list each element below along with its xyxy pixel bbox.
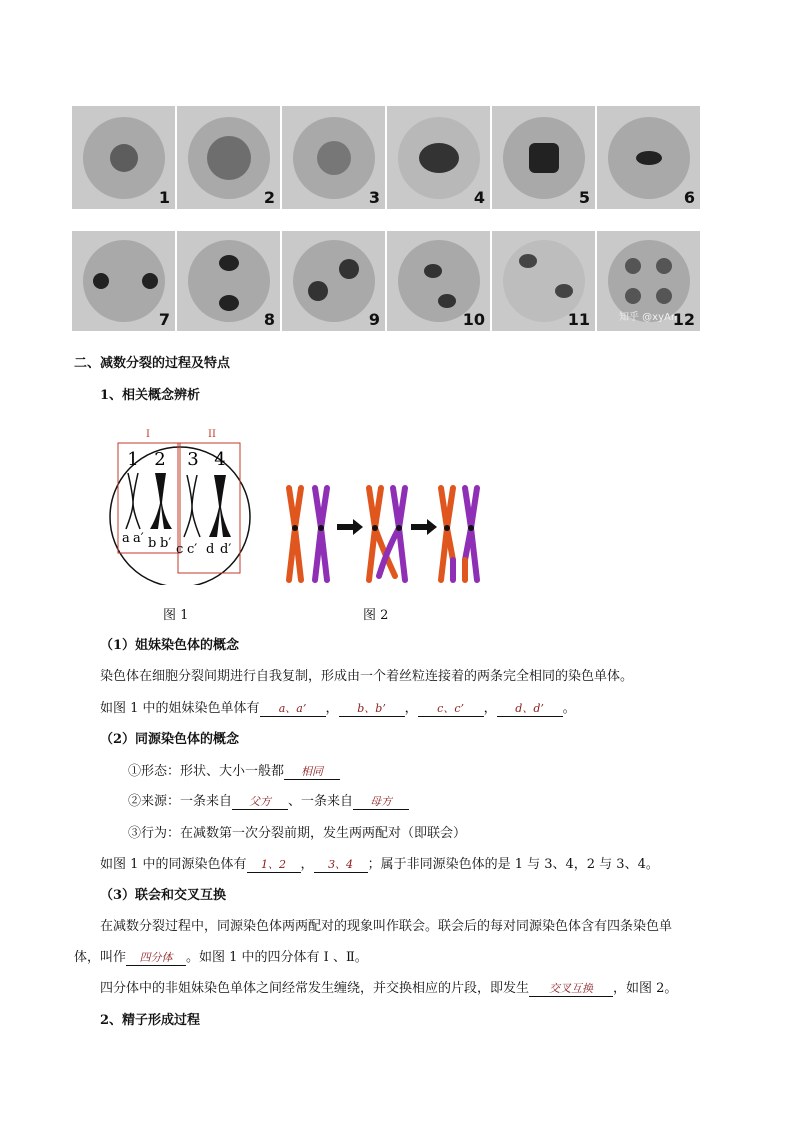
- chromatid-b-prime: b′: [160, 536, 172, 551]
- subsection-synapsis: （3）联会和交叉互换: [100, 888, 227, 903]
- answer-blank: 交叉互换: [529, 980, 613, 997]
- answer-blank: 四分体: [126, 949, 186, 966]
- answer-blank: a、a’: [260, 700, 326, 717]
- text-suffix: ，如图 2。: [613, 981, 678, 996]
- watermark: 知乎 @xyAm: [619, 312, 681, 323]
- micrograph-number: 7: [158, 310, 170, 329]
- group-label-1: I: [146, 429, 150, 440]
- chromatid-a-prime: a′: [133, 531, 144, 546]
- figure-2-crossing-over: [283, 480, 483, 590]
- homologous-shape: [128, 760, 340, 780]
- micrograph-row-1: [72, 106, 702, 209]
- micrograph-12: [597, 231, 700, 331]
- micrograph-number: 2: [263, 188, 275, 207]
- chromatid-d-prime: d′: [220, 542, 232, 557]
- figure-1-chromosomes: [100, 425, 260, 585]
- group-label-2: II: [208, 429, 216, 440]
- subsection-homologous: （2）同源染色体的概念: [100, 732, 240, 747]
- separator: ，: [483, 701, 497, 716]
- micrograph-11: [492, 231, 595, 331]
- micrograph-number: 12: [672, 310, 695, 329]
- micrograph-grid: [72, 106, 702, 353]
- micrograph-number: 6: [683, 188, 695, 207]
- micrograph-row-2: [72, 231, 702, 331]
- micrograph-number: 9: [368, 310, 380, 329]
- paragraph-sister-question: [100, 697, 576, 717]
- answer-blank: 父方: [232, 793, 288, 810]
- source-prefix: ②来源：一条来自: [128, 794, 233, 809]
- chrom-number-2: 2: [154, 449, 166, 470]
- paragraph-synapsis-2: [74, 946, 368, 966]
- period: 。: [562, 701, 576, 716]
- paragraph-crossing-over: [100, 977, 677, 997]
- separator: ，: [325, 701, 339, 716]
- chrom-number-1: 1: [127, 449, 139, 470]
- chromatid-c-prime: c′: [187, 542, 198, 557]
- micrograph-3: [282, 106, 385, 209]
- separator: ，: [300, 857, 314, 872]
- answer-blank: 1、2: [247, 856, 301, 873]
- micrograph-1: [72, 106, 175, 209]
- answer-blank: 相同: [284, 763, 340, 780]
- micrograph-number: 3: [368, 188, 380, 207]
- micrograph-number: 5: [578, 188, 590, 207]
- paragraph-synapsis-1: 在减数分裂过程中，同源染色体两两配对的现象叫作联会。联会后的每对同源染色体含有四条染色单: [100, 919, 673, 934]
- micrograph-number: 1: [158, 188, 170, 207]
- homologous-behavior: ③行为：在减数第一次分裂前期，发生两两配对（即联会）: [128, 826, 467, 841]
- chrom-number-4: 4: [214, 449, 226, 470]
- micrograph-number: 10: [462, 310, 485, 329]
- chromatid-b: b: [148, 536, 157, 551]
- section-title: 二、减数分裂的过程及特点: [74, 356, 231, 371]
- answer-blank: b、b’: [339, 700, 405, 717]
- micrograph-6: [597, 106, 700, 209]
- text-prefix: 体，叫作: [74, 950, 127, 965]
- question-prefix: 如图 1 中的同源染色体有: [100, 857, 247, 872]
- micrograph-number: 4: [473, 188, 485, 207]
- answer-blank: 母方: [353, 793, 409, 810]
- shape-prefix: ①形态：形状、大小一般都: [128, 764, 285, 779]
- chromatid-d: d: [206, 542, 215, 557]
- micrograph-2: [177, 106, 280, 209]
- question-suffix: ；属于非同源染色体的是 1 与 3、4，2 与 3、4。: [367, 857, 659, 872]
- micrograph-4: [387, 106, 490, 209]
- micrograph-8: [177, 231, 280, 331]
- text-suffix: 。如图 1 中的四分体有 Ⅰ 、Ⅱ。: [186, 950, 368, 965]
- homologous-source: [128, 790, 409, 810]
- separator: ，: [404, 701, 418, 716]
- micrograph-7: [72, 231, 175, 331]
- chromatid-c: c: [176, 542, 184, 557]
- answer-blank: d、d’: [497, 700, 563, 717]
- source-mid: 、一条来自: [288, 794, 354, 809]
- chromatid-a: a: [122, 531, 130, 546]
- figure-2-caption: 图 2: [363, 608, 389, 623]
- figure-1-caption: 图 1: [163, 608, 189, 623]
- question-prefix: 如图 1 中的姐妹染色单体有: [100, 701, 260, 716]
- micrograph-number: 11: [567, 310, 590, 329]
- paragraph-homologous-question: [100, 853, 659, 873]
- subsection-title-1: 1、相关概念辨析: [100, 388, 201, 403]
- answer-blank: 3、4: [314, 856, 368, 873]
- micrograph-10: [387, 231, 490, 331]
- subsection-sperm-formation: 2、精子形成过程: [100, 1013, 201, 1028]
- text-prefix: 四分体中的非姐妹染色单体之间经常发生缠绕，并交换相应的片段，即发生: [100, 981, 530, 996]
- chrom-number-3: 3: [187, 449, 199, 470]
- paragraph-sister-definition: 染色体在细胞分裂间期进行自我复制，形成由一个着丝粒连接着的两条完全相同的染色单体。: [100, 669, 634, 684]
- subsection-sister-chromatid: （1）姐妹染色体的概念: [100, 638, 240, 653]
- micrograph-5: [492, 106, 595, 209]
- answer-blank: c、c’: [418, 700, 484, 717]
- micrograph-9: [282, 231, 385, 331]
- micrograph-number: 8: [263, 310, 275, 329]
